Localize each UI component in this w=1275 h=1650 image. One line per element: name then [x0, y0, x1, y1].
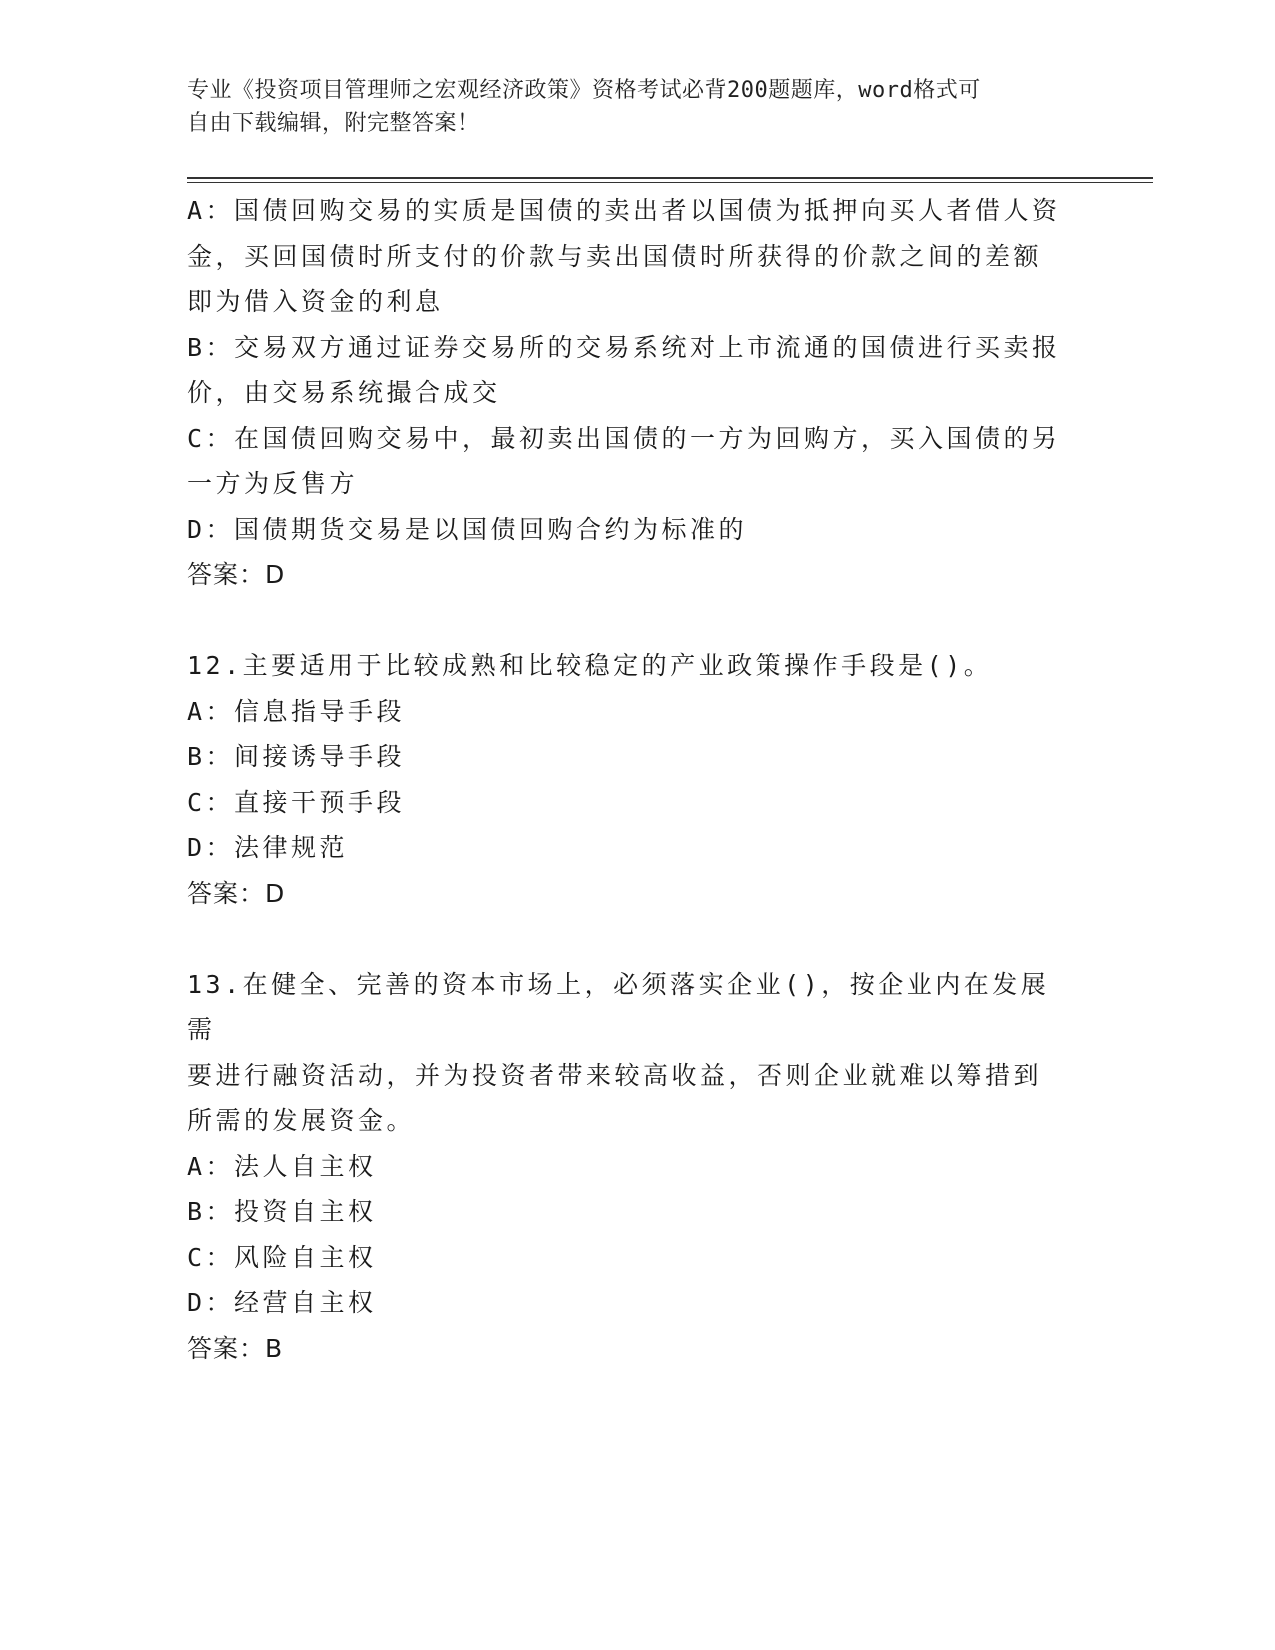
q13-question-line-1: 13.在健全、完善的资本市场上，必须落实企业()，按企业内在发展需 — [187, 969, 1050, 1044]
q11-option-a-line-3: 即为借入资金的利息 — [187, 287, 444, 316]
q11-option-a-line-1: A：国债回购交易的实质是国债的卖出者以国债为抵押向买人者借人资 — [187, 196, 1061, 225]
question-13 — [187, 962, 1077, 1372]
q13-option-c: C：风险自主权 — [187, 1242, 377, 1272]
q11-answer: 答案：D — [187, 560, 286, 589]
q12-option-a: A：信息指导手段 — [187, 696, 406, 726]
q12-option-c: C：直接干预手段 — [187, 787, 406, 817]
q12-option-b: B：间接诱导手段 — [187, 742, 406, 771]
q13-answer: 答案：B — [187, 1333, 284, 1363]
q11-option-b-line-1: B：交易双方通过证券交易所的交易系统对上市流通的国债进行买卖报 — [187, 332, 1061, 362]
q12-answer: 答案：D — [187, 878, 286, 908]
spacer — [187, 598, 1077, 644]
q12-option-d: D：法律规范 — [187, 833, 349, 862]
q12-question: 12.主要适用于比较成熟和比较稳定的产业政策操作手段是()。 — [187, 651, 993, 680]
q13-option-b: B：投资自主权 — [187, 1197, 377, 1226]
q13-option-d: D：经营自主权 — [187, 1288, 377, 1317]
q13-option-a: A：法人自主权 — [187, 1151, 377, 1181]
question-list — [187, 188, 1077, 1371]
header-line-2: 自由下载编辑，附完整答案！ — [187, 111, 480, 136]
q11-option-c-line-1: C：在国债回购交易中，最初卖出国债的一方为回购方，买入国债的另 — [187, 423, 1061, 453]
q13-question-line-2: 要进行融资活动，并为投资者带来较高收益，否则企业就难以筹措到 — [187, 1060, 1043, 1090]
spacer — [187, 916, 1077, 962]
q11-option-c-line-2: 一方为反售方 — [187, 469, 359, 498]
q11-option-a-line-2: 金，买回国债时所支付的价款与卖出国债时所获得的价款之间的差额 — [187, 241, 1043, 271]
q13-question-line-3: 所需的发展资金。 — [187, 1106, 416, 1135]
q11-option-b-line-2: 价，由交易系统撮合成交 — [187, 378, 501, 407]
question-12 — [187, 643, 1077, 916]
q11-option-d: D：国债期货交易是以国债回购合约为标准的 — [187, 514, 748, 544]
header-divider — [187, 177, 1153, 183]
document-header — [187, 74, 1067, 140]
header-line-1: 专业《投资项目管理师之宏观经济政策》资格考试必背200题题库，word格式可 — [187, 78, 981, 103]
question-11 — [187, 188, 1077, 598]
